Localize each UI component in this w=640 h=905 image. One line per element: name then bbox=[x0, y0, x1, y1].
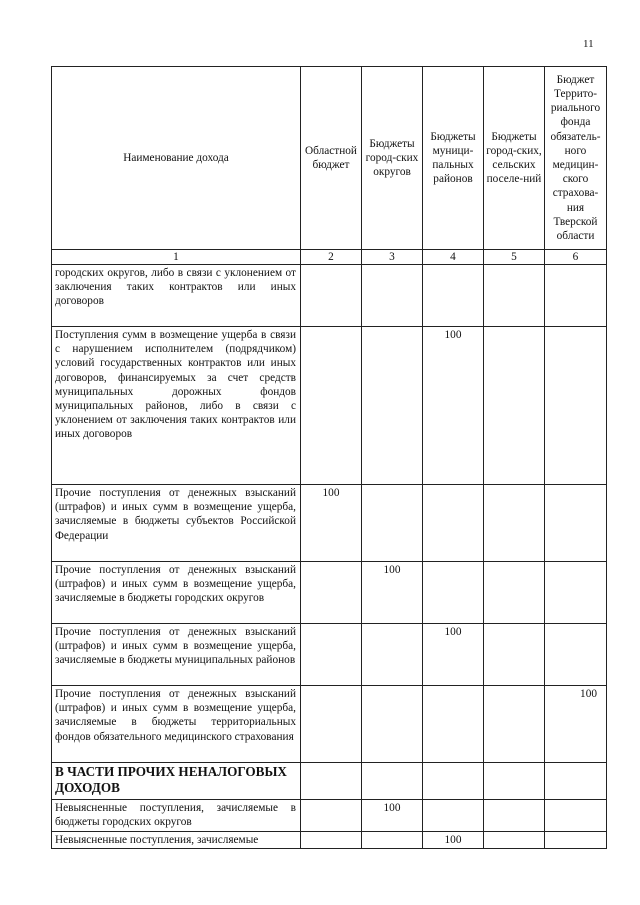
value-regional bbox=[301, 763, 362, 800]
revenue-name: городских округов, либо в связи с уклонением от заключения таких контрактов или иных договоров bbox=[52, 265, 301, 327]
value-regional bbox=[301, 800, 362, 832]
value-medical-fund bbox=[545, 265, 607, 327]
value-municipal-districts: 100 bbox=[423, 327, 484, 485]
value-medical-fund bbox=[545, 832, 607, 849]
table-row bbox=[52, 686, 607, 763]
value-regional bbox=[301, 327, 362, 485]
section-row bbox=[52, 763, 607, 800]
revenue-name: Прочие поступления от денежных взысканий (штрафов) и иных сумм в возмещение ущерба, зачисляемые в бюджеты муниципальных районов bbox=[52, 624, 301, 686]
column-number: 2 bbox=[301, 250, 362, 265]
value-municipal-districts bbox=[423, 763, 484, 800]
header-revenue-name: Наименование дохода bbox=[52, 67, 301, 250]
value-city-districts bbox=[362, 832, 423, 849]
table-row bbox=[52, 265, 607, 327]
value-city-districts bbox=[362, 265, 423, 327]
column-number: 5 bbox=[484, 250, 545, 265]
value-settlements bbox=[484, 686, 545, 763]
value-settlements bbox=[484, 265, 545, 327]
revenue-table bbox=[51, 66, 607, 849]
value-settlements bbox=[484, 624, 545, 686]
page-number: 11 bbox=[583, 38, 594, 50]
value-regional bbox=[301, 832, 362, 849]
revenue-name: Поступления сумм в возмещение ущерба в связи с нарушением исполнителем (подрядчиком) условий государственных контрактов или иных договоров, финансируемых за счет средств муниципальных дорожных фондов муниципальных районов, либо в связи с уклонением от заключения таких контрактов или иных договоров bbox=[52, 327, 301, 485]
header-city-districts: Бюджеты город-ских округов bbox=[362, 67, 423, 250]
revenue-name: Невыясненные поступления, зачисляемые в бюджеты городских округов bbox=[52, 800, 301, 832]
value-city-districts: 100 bbox=[362, 562, 423, 624]
value-medical-fund-text: 100 bbox=[580, 688, 597, 700]
value-regional bbox=[301, 686, 362, 763]
column-number: 3 bbox=[362, 250, 423, 265]
revenue-name: Невыясненные поступления, зачисляемые bbox=[52, 832, 301, 849]
header-settlements: Бюджеты город-ских, сельских поселе-ний bbox=[484, 67, 545, 250]
value-settlements bbox=[484, 800, 545, 832]
header-regional-budget: Областной бюджет bbox=[301, 67, 362, 250]
value-medical-fund bbox=[545, 562, 607, 624]
value-municipal-districts bbox=[423, 686, 484, 763]
value-medical-fund bbox=[545, 800, 607, 832]
value-municipal-districts: 100 bbox=[423, 832, 484, 849]
value-medical-fund bbox=[545, 686, 607, 763]
value-settlements bbox=[484, 562, 545, 624]
value-municipal-districts bbox=[423, 485, 484, 562]
revenue-name: Прочие поступления от денежных взысканий (штрафов) и иных сумм в возмещение ущерба, зачисляемые в бюджеты городских округов bbox=[52, 562, 301, 624]
header-medical-insurance-fund: Бюджет Террито-риального фонда обязатель-ного медицин-ского страхова-ния Тверской области bbox=[545, 67, 607, 250]
table-row bbox=[52, 832, 607, 849]
value-city-districts bbox=[362, 686, 423, 763]
value-medical-fund bbox=[545, 763, 607, 800]
value-settlements bbox=[484, 763, 545, 800]
value-city-districts bbox=[362, 485, 423, 562]
value-medical-fund bbox=[545, 624, 607, 686]
table-row bbox=[52, 624, 607, 686]
value-municipal-districts bbox=[423, 265, 484, 327]
revenue-name: Прочие поступления от денежных взысканий (штрафов) и иных сумм в возмещение ущерба, зачисляемые в бюджеты субъектов Российской Федерации bbox=[52, 485, 301, 562]
column-number: 1 bbox=[52, 250, 301, 265]
column-number: 6 bbox=[545, 250, 607, 265]
value-settlements bbox=[484, 832, 545, 849]
column-number-row bbox=[52, 250, 607, 265]
table-row bbox=[52, 485, 607, 562]
value-regional: 100 bbox=[301, 485, 362, 562]
table-row bbox=[52, 800, 607, 832]
value-city-districts: 100 bbox=[362, 800, 423, 832]
section-title: В ЧАСТИ ПРОЧИХ НЕНАЛОГОВЫХ ДОХОДОВ bbox=[52, 763, 301, 800]
value-city-districts bbox=[362, 327, 423, 485]
column-number: 4 bbox=[423, 250, 484, 265]
table-row bbox=[52, 562, 607, 624]
value-settlements bbox=[484, 327, 545, 485]
header-row bbox=[52, 67, 607, 250]
table-row bbox=[52, 327, 607, 485]
value-city-districts bbox=[362, 763, 423, 800]
value-settlements bbox=[484, 485, 545, 562]
value-regional bbox=[301, 562, 362, 624]
header-municipal-districts: Бюджеты муници-пальных районов bbox=[423, 67, 484, 250]
value-city-districts bbox=[362, 624, 423, 686]
revenue-name: Прочие поступления от денежных взысканий (штрафов) и иных сумм в возмещение ущерба, зачисляемые в бюджеты территориальных фондов обязательного медицинского страхования bbox=[52, 686, 301, 763]
value-regional bbox=[301, 624, 362, 686]
value-municipal-districts: 100 bbox=[423, 624, 484, 686]
value-municipal-districts bbox=[423, 562, 484, 624]
value-municipal-districts bbox=[423, 800, 484, 832]
value-medical-fund bbox=[545, 485, 607, 562]
value-regional bbox=[301, 265, 362, 327]
value-medical-fund bbox=[545, 327, 607, 485]
